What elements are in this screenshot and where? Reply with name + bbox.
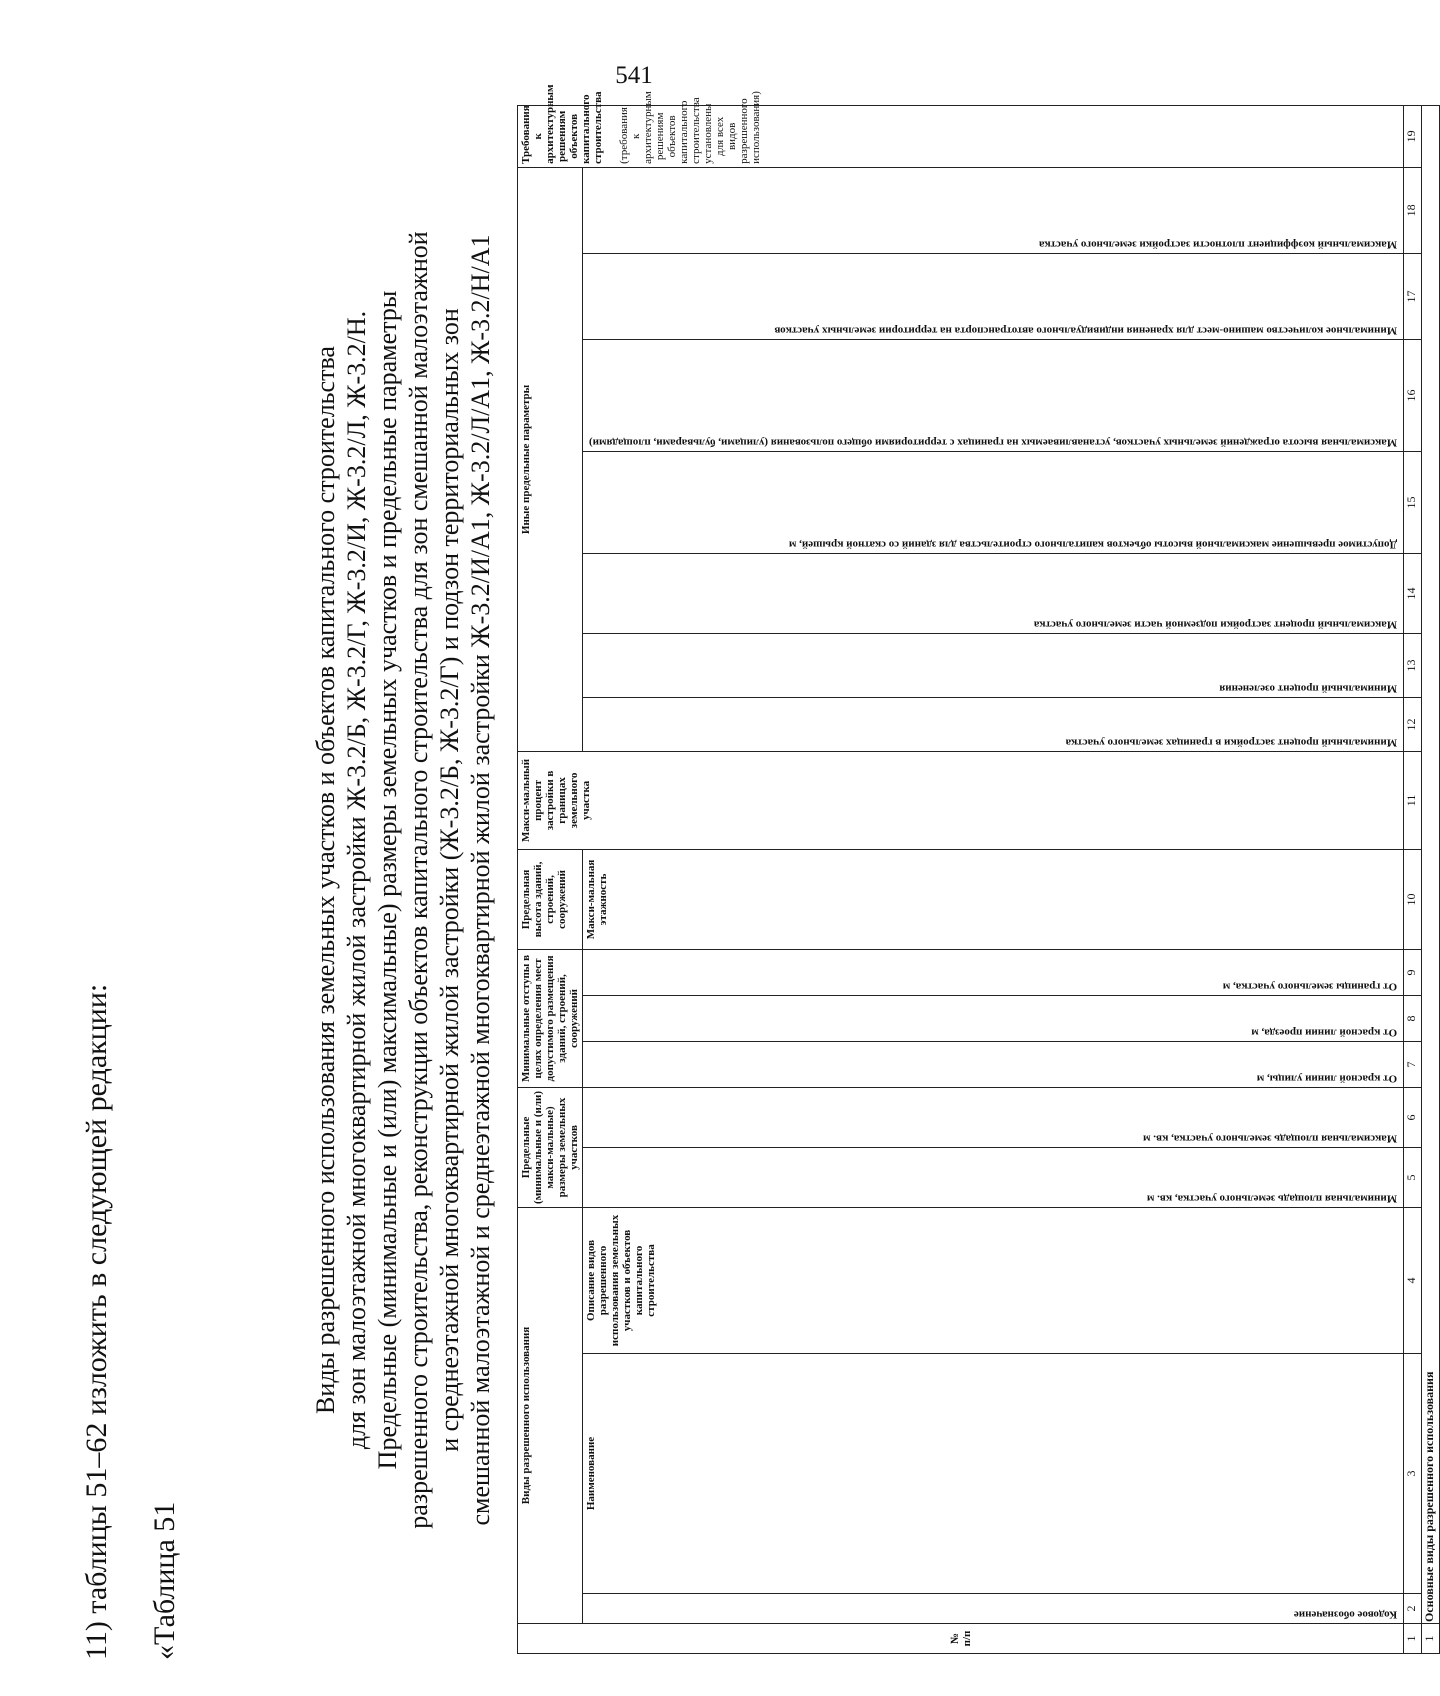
column-number: 11 [1404, 751, 1422, 849]
header-max-build: Макси-мальный процент застройки в границах земельного участка [518, 751, 1404, 849]
header-setback-drive: От красной линии проезда, м [583, 995, 1404, 1041]
column-number: 14 [1404, 553, 1422, 633]
title-line: Предельные (минимальные и (или) максимальные) размеры земельных участков и предельные параметры [373, 290, 402, 1470]
section-row-number: 1 [1422, 1624, 1440, 1654]
title-line: разрешенного строительства, реконструкции объектов капитального строительства для зон смешанной малоэтажной [404, 231, 433, 1529]
section-title: Основные виды разрешенного использования [1422, 105, 1440, 1623]
header-name: Наименование [583, 1354, 1404, 1594]
header-max-underground: Максимальный процент застройки подземной части земельного участка [583, 553, 1404, 633]
column-number: 1 [1404, 1624, 1422, 1654]
header-group-vri: Виды разрешенного использования [518, 1207, 583, 1623]
header-min-area: Минимальная площадь земельного участка, кв. м [583, 1147, 1404, 1207]
title-line: и среднеэтажной многоквартирной жилой застройки (Ж-3.2/Б, Ж-3.2/Г) и подзон территориальных зон [435, 308, 464, 1452]
rotated-content [80, 84, 1437, 1660]
table-title [310, 100, 496, 1660]
column-number: 13 [1404, 633, 1422, 697]
intro-text: 11) таблицы 51–62 изложить в следующей редакции: [80, 983, 113, 1660]
header-arch [518, 84, 1404, 167]
header-density: Максимальный коэффициент плотности застройки земельного участка [583, 167, 1404, 253]
header-setback-street: От красной линии улицы, м [583, 1041, 1404, 1087]
header-code: Кодовое обозначение [583, 1594, 1404, 1624]
column-number: 9 [1404, 949, 1422, 995]
title-line: Виды разрешенного использования земельных участков и объектов капитального строительства [311, 346, 340, 1414]
header-group-height: Предельная высота зданий, строений, сооружений [518, 849, 583, 949]
header-max-area: Максимальная площадь земельного участка, кв. м [583, 1087, 1404, 1147]
column-number: 19 [1404, 105, 1422, 167]
column-number: 10 [1404, 849, 1422, 949]
column-number: 6 [1404, 1087, 1422, 1147]
header-desc: Описание видов разрешенного использования земельных участков и объектов капитального строительства [583, 1207, 1404, 1353]
column-number: 3 [1404, 1354, 1422, 1594]
column-number: 15 [1404, 451, 1422, 553]
column-number: 2 [1404, 1594, 1422, 1624]
page-number: 541 [615, 62, 653, 89]
column-number: 4 [1404, 1207, 1422, 1353]
header-min-green: Минимальный процент озеленения [583, 633, 1404, 697]
header-min-build: Минимальный процент застройки в границах земельного участка [583, 697, 1404, 751]
arch-note: (требования к архитектурным решениям объектов капитального строительства установлены для всех видов разрешенного использования) [618, 91, 762, 164]
column-number: 5 [1404, 1147, 1422, 1207]
column-number: 8 [1404, 995, 1422, 1041]
zoning-table [517, 84, 1440, 1654]
header-group-size: Предельные (минимальные и (или) макси-мальные) размеры земельных участков [518, 1087, 583, 1207]
header-no: № п/п [518, 1624, 1404, 1654]
arch-title: Требования к архитектурным решениям объектов капитального строительства [520, 84, 604, 164]
column-number: 12 [1404, 697, 1422, 751]
table-label: «Таблица 51 [148, 1501, 181, 1660]
header-group-setback: Минимальные отступы в целях определения мест допустимого размещения зданий, строений, сооружений [518, 949, 583, 1087]
header-height-excess: Допустимое превышение максимальной высоты объектов капитального строительства для зданий со скатной крышей, м [583, 451, 1404, 553]
column-number: 7 [1404, 1041, 1422, 1087]
title-line: для зон малоэтажной многоквартирной жилой застройки Ж-3.2/Б, Ж-3.2/Г, Ж-3.2/И, Ж-3.2/Л, Ж-3.2/Н. [342, 310, 371, 1450]
header-max-floors: Макси-мальная этажность [583, 849, 1404, 949]
title-line: смешанной малоэтажной и среднеэтажной многоквартирной жилой застройки Ж-3.2/И/А1, Ж-3.2/Л/А1, Ж-3.2/Н/А1 [466, 234, 495, 1526]
header-fence-height: Максимальная высота ограждений земельных участков, устанавливаемых на границах с территориями общего пользования (улицами, бульварами, площадями) [583, 339, 1404, 451]
header-parking: Минимальное количество машино-мест для хранения индивидуального автотранспорта на территории земельных участков [583, 253, 1404, 339]
column-number: 18 [1404, 167, 1422, 253]
column-number: 17 [1404, 253, 1422, 339]
header-setback-border: От границы земельного участка, м [583, 949, 1404, 995]
header-group-other: Иные предельные параметры [518, 167, 583, 751]
column-number: 16 [1404, 339, 1422, 451]
